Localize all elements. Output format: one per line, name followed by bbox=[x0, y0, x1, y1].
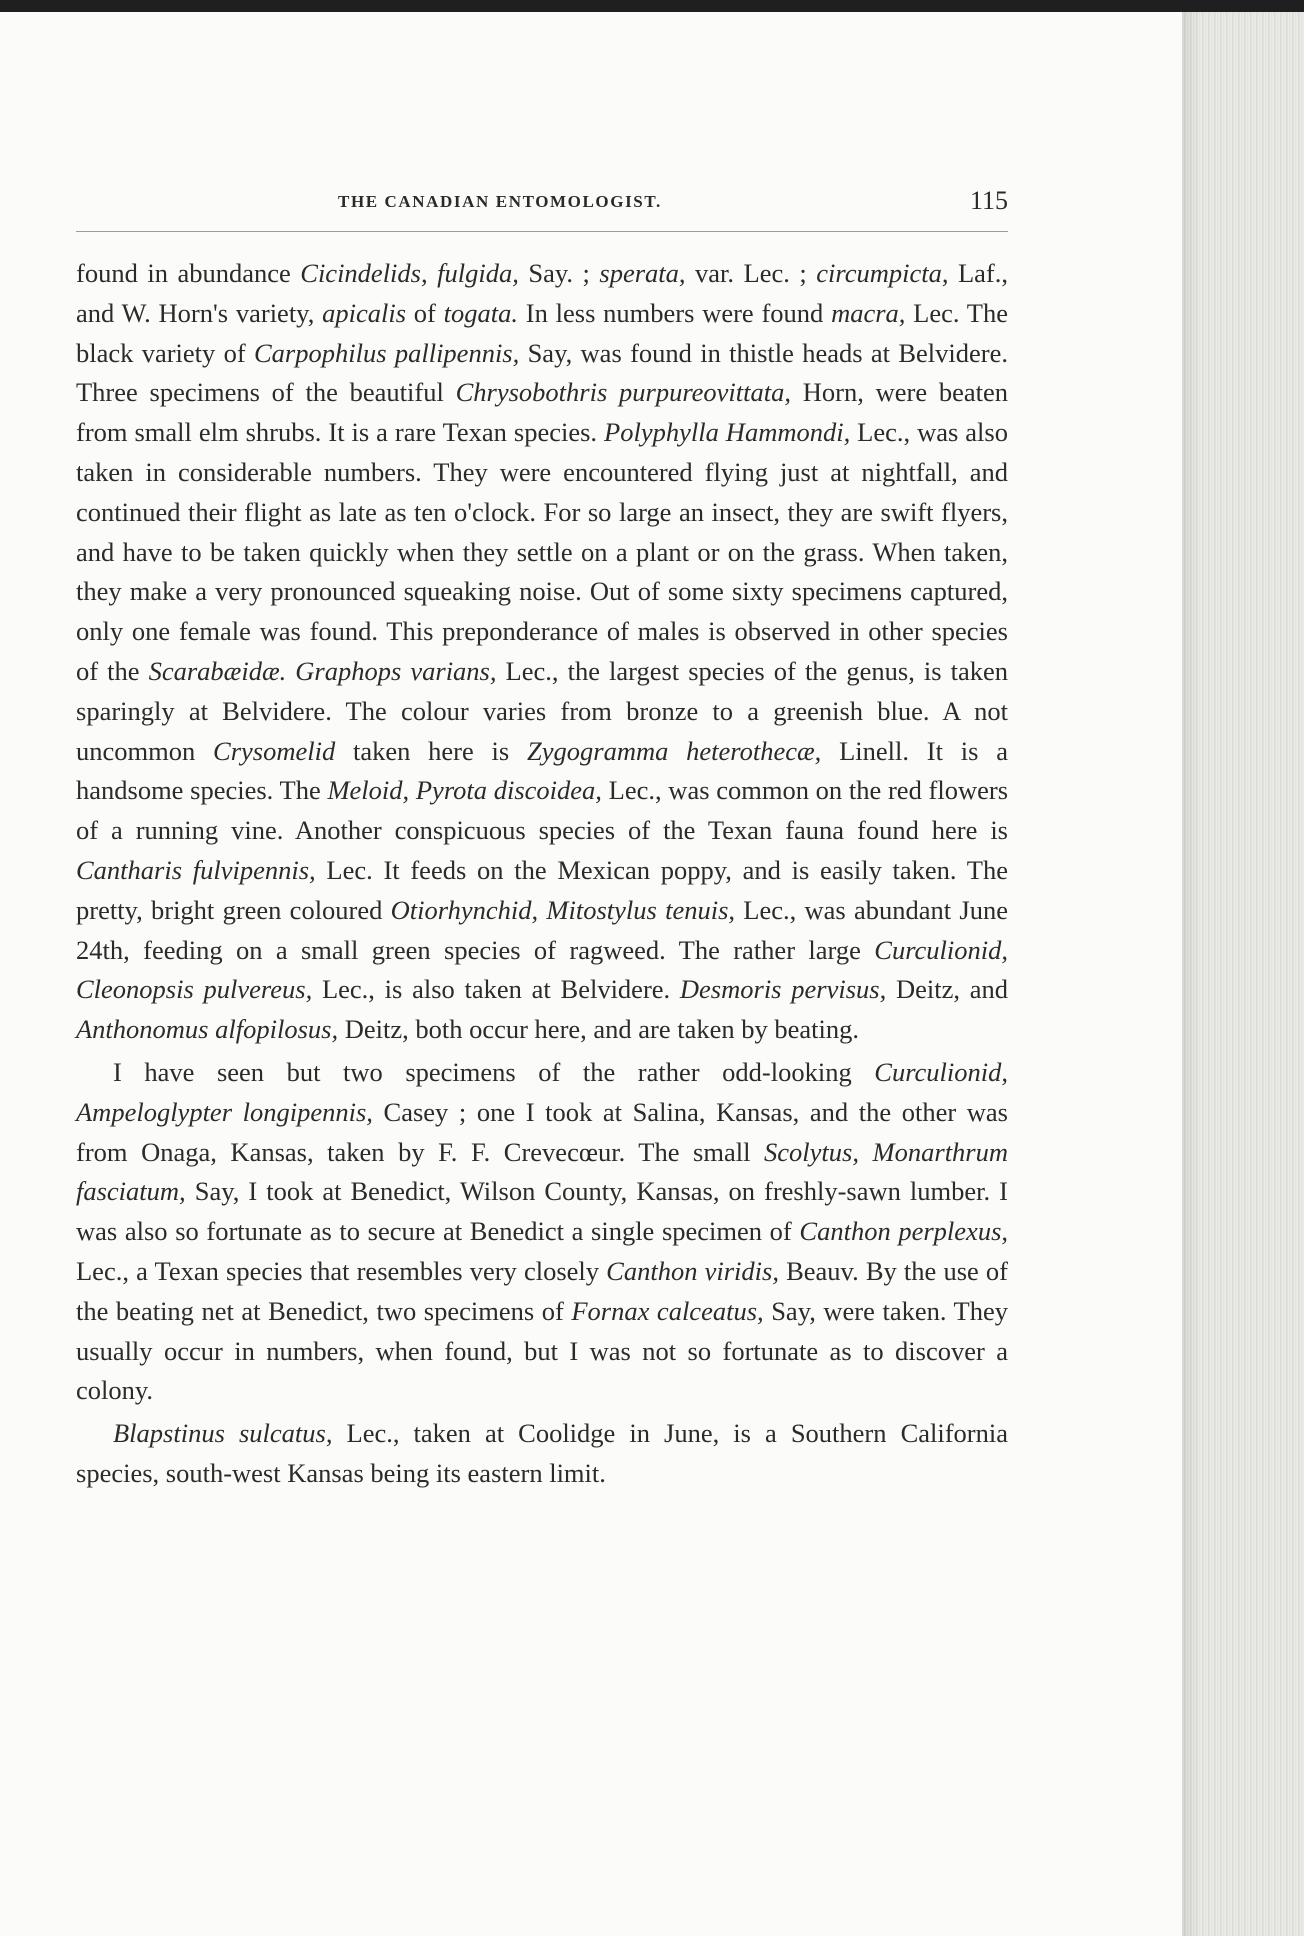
header-rule bbox=[76, 231, 1008, 232]
text-run: Lec., was common on the red flowers of a running vine. Another conspicuous species of the Texan fauna found here is bbox=[76, 775, 1009, 846]
text-run: In less numbers were found bbox=[518, 297, 832, 328]
italic-text-run: Meloid, Pyrota discoidea, bbox=[327, 775, 602, 806]
text-run: Say, was found in thistle heads at Belvidere. Three specimens of the beautiful bbox=[76, 337, 1008, 408]
text-run: Horn, were beaten from small elm shrubs. It is a rare Texan species. bbox=[76, 377, 1009, 448]
italic-text-run: Canthon viridis, bbox=[606, 1255, 779, 1286]
italic-text-run: Blapstinus sulcatus, bbox=[113, 1418, 333, 1449]
italic-text-run: Scarabæidæ. Graphops varians, bbox=[148, 655, 497, 686]
italic-text-run: Desmoris pervisus, bbox=[679, 974, 887, 1005]
text-run: Deitz, both occur here, and are taken by beating. bbox=[338, 1014, 860, 1045]
text-run: Lec., was abundant June 24th, feeding on a small green species of ragweed. The rather large bbox=[76, 894, 1008, 965]
italic-text-run: Carpophilus pallipennis, bbox=[254, 337, 520, 368]
text-run: Say, I took at Benedict, Wilson County, Kansas, on freshly-sawn lumber. I was also so fortunate as to secure at Benedict a single specimen of bbox=[76, 1176, 1008, 1247]
italic-text-run: Scolytus, Monarthrum fasciatum, bbox=[76, 1136, 1009, 1207]
italic-text-run: sperata, bbox=[599, 258, 686, 288]
italic-text-run: apicalis bbox=[322, 297, 407, 328]
text-run: I have seen but two specimens of the rather odd-looking bbox=[113, 1056, 875, 1087]
text-run: taken here is bbox=[335, 735, 528, 766]
text-run: Linell. It is a handsome species. The bbox=[76, 735, 1008, 806]
paragraph bbox=[76, 1414, 1008, 1494]
italic-text-run: togata. bbox=[443, 297, 519, 328]
italic-text-run: circumpicta, bbox=[816, 258, 949, 288]
text-run: Say. ; bbox=[518, 258, 600, 288]
italic-text-run: Curculionid, Cleonopsis pulvereus, bbox=[76, 934, 1008, 1005]
text-run: Laf., and W. Horn's variety, bbox=[76, 258, 1008, 328]
running-title: THE CANADIAN ENTOMOLOGIST. bbox=[338, 192, 662, 211]
italic-text-run: Anthonomus alfopilosus, bbox=[76, 1014, 339, 1045]
italic-text-run: Cicindelids, fulgida, bbox=[300, 258, 519, 288]
text-run: Deitz, and bbox=[886, 974, 1008, 1005]
text-run: Beauv. By the use of the beating net at Benedict, two specimens of bbox=[76, 1255, 1008, 1326]
italic-text-run: Crysomelid bbox=[213, 735, 336, 766]
text-run: Lec. The black variety of bbox=[76, 297, 1009, 368]
text-run: var. Lec. ; bbox=[685, 258, 817, 288]
text-run: Say, were taken. They usually occur in numbers, when found, but I was not so fortunate as to discover a colony. bbox=[76, 1295, 1008, 1406]
paragraph bbox=[76, 254, 1008, 1050]
page-stack-edge bbox=[1182, 12, 1304, 1936]
italic-text-run: Otiorhynchid, Mitostylus tenuis, bbox=[390, 894, 736, 925]
italic-text-run: Curculionid, Ampeloglypter longipennis, bbox=[76, 1056, 1008, 1127]
italic-text-run: macra, bbox=[831, 297, 906, 328]
italic-text-run: Polyphylla Hammondi, bbox=[604, 417, 851, 448]
text-run: Lec. It feeds on the Mexican poppy, and is easily taken. The pretty, bright green coloured bbox=[76, 854, 1008, 925]
italic-text-run: Chrysobothris purpureovittata, bbox=[455, 377, 792, 408]
page-edge-shadow bbox=[1182, 12, 1200, 1936]
paragraph bbox=[76, 1053, 1008, 1411]
text-run: Lec., taken at Coolidge in June, is a Southern California species, south-west Kansas being its eastern limit. bbox=[76, 1418, 1009, 1488]
italic-text-run: Cantharis fulvipennis, bbox=[76, 854, 316, 885]
page-header bbox=[76, 186, 1008, 222]
text-run: Lec., was also taken in considerable numbers. They were encountered flying just at nightfall, and continued their flight as late as ten o'clock. For so large an insect, they are swift flyers, and have to be taken quickly when they settle on a plant or on the grass. When taken, they make a very pronounced squeaking noise. Out of some sixty specimens captured, only one female was found. This preponderance of males is observed in other species of the bbox=[76, 417, 1008, 686]
text-run: Lec., the largest species of the genus, is taken sparingly at Belvidere. The colour varies from bronze to a greenish blue. A not uncommon bbox=[76, 655, 1008, 766]
text-run: Lec., a Texan species that resembles very closely bbox=[76, 1255, 607, 1286]
text-run: Casey ; one I took at Salina, Kansas, and the other was from Onaga, Kansas, taken by F. F. Crevecœur. The small bbox=[76, 1096, 1008, 1167]
text-run: Lec., is also taken at Belvidere. bbox=[312, 974, 680, 1005]
italic-text-run: Zygogramma heterothecæ, bbox=[527, 735, 822, 766]
text-run: of bbox=[406, 297, 444, 328]
italic-text-run: Canthon perplexus, bbox=[799, 1216, 1009, 1247]
page-number: 115 bbox=[969, 186, 1008, 215]
italic-text-run: Fornax calceatus, bbox=[571, 1295, 764, 1326]
article-body bbox=[76, 254, 1008, 1494]
text-run: found in abundance bbox=[76, 258, 301, 288]
